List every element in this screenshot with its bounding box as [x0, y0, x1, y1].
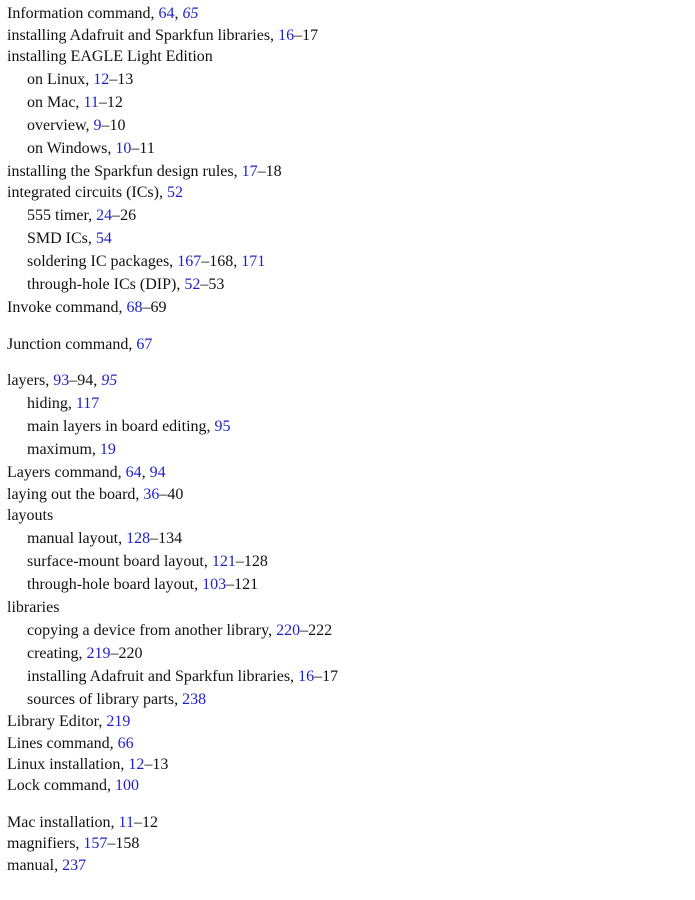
index-subentry	[27, 689, 206, 711]
entry-text: –40	[159, 486, 184, 503]
entry-text: Information command,	[7, 5, 159, 22]
index-entry	[7, 812, 158, 834]
index-subentry	[27, 393, 99, 415]
entry-text: libraries	[7, 599, 60, 616]
index-entry	[7, 3, 199, 25]
index-entry	[7, 833, 139, 855]
entry-text: installing Adafruit and Sparkfun libraries,	[7, 27, 279, 44]
entry-text: installing EAGLE Light Edition	[7, 48, 213, 65]
index-subentry	[27, 115, 126, 137]
entry-text: installing Adafruit and Sparkfun libraries,	[27, 668, 299, 685]
page-link[interactable]: 103	[202, 576, 227, 593]
entry-text: laying out the board,	[7, 486, 144, 503]
entry-text: installing the Sparkfun design rules,	[7, 163, 242, 180]
entry-text: –94,	[69, 372, 102, 389]
index-subentry	[27, 138, 155, 160]
entry-text: –13	[144, 756, 169, 773]
page-link[interactable]: 94	[149, 464, 166, 481]
entry-text: ,	[141, 464, 150, 481]
page-link[interactable]: 237	[62, 857, 87, 874]
index-entry	[7, 711, 130, 733]
entry-text: overview,	[27, 117, 94, 134]
index-entry	[7, 505, 53, 527]
entry-text: –10	[101, 117, 126, 134]
entry-text: ,	[174, 5, 183, 22]
index-entry	[7, 370, 117, 392]
entry-text: –128	[235, 553, 268, 570]
page-link[interactable]: 121	[211, 553, 236, 570]
entry-text: through-hole board layout,	[27, 576, 203, 593]
index-entry	[7, 484, 183, 506]
page-link[interactable]: 16	[298, 668, 315, 685]
index-entry	[7, 754, 168, 776]
page-link[interactable]: 10	[115, 140, 132, 157]
entry-text: layers,	[7, 372, 54, 389]
entry-text: –26	[112, 207, 137, 224]
index-entry	[7, 855, 86, 877]
entry-text: surface-mount board layout,	[27, 553, 212, 570]
entry-text: –12	[98, 94, 123, 111]
page-link[interactable]: 95	[101, 372, 118, 389]
page-link[interactable]: 157	[83, 835, 108, 852]
index-subentry	[27, 666, 338, 688]
entry-text: –13	[109, 71, 134, 88]
entry-text: –69	[142, 299, 167, 316]
entry-text: –158	[107, 835, 140, 852]
page-link[interactable]: 64	[158, 5, 175, 22]
page-link[interactable]: 52	[184, 276, 201, 293]
index-subentry	[27, 251, 265, 273]
index-entry	[7, 733, 134, 755]
entry-text: Linux installation,	[7, 756, 129, 773]
index-entry	[7, 297, 167, 319]
entry-text: Invoke command,	[7, 299, 127, 316]
page-link[interactable]: 95	[214, 418, 231, 435]
page-link[interactable]: 219	[86, 645, 111, 662]
page-link[interactable]: 66	[117, 735, 134, 752]
page-link[interactable]: 19	[99, 441, 116, 458]
index-entry	[7, 161, 282, 183]
page-link[interactable]: 24	[96, 207, 113, 224]
entry-text: copying a device from another library,	[27, 622, 277, 639]
page-link[interactable]: 65	[182, 5, 199, 22]
page-link[interactable]: 128	[126, 530, 151, 547]
entry-text: –12	[133, 814, 158, 831]
page-link[interactable]: 219	[106, 713, 131, 730]
index-subentry	[27, 205, 136, 227]
entry-text: Lines command,	[7, 735, 118, 752]
entry-text: Junction command,	[7, 336, 137, 353]
index-entry	[7, 597, 59, 619]
entry-text: maximum,	[27, 441, 100, 458]
page-link[interactable]: 64	[125, 464, 142, 481]
page-link[interactable]: 12	[93, 71, 110, 88]
page-link[interactable]: 16	[278, 27, 295, 44]
entry-text: manual,	[7, 857, 63, 874]
entry-text: magnifiers,	[7, 835, 84, 852]
entry-text: soldering IC packages,	[27, 253, 178, 270]
page-link[interactable]: 17	[241, 163, 258, 180]
index-subentry	[27, 643, 143, 665]
index-subentry	[27, 92, 123, 114]
entry-text: on Windows,	[27, 140, 116, 157]
page-link[interactable]: 52	[166, 184, 183, 201]
index-subentry	[27, 620, 332, 642]
entry-text: main layers in board editing,	[27, 418, 215, 435]
index-entry	[7, 25, 318, 47]
index-entry	[7, 46, 213, 68]
page-link[interactable]: 67	[136, 336, 153, 353]
entry-text: 555 timer,	[27, 207, 97, 224]
entry-text: on Linux,	[27, 71, 94, 88]
entry-text: manual layout,	[27, 530, 127, 547]
index-entry	[7, 334, 152, 356]
entry-text: creating,	[27, 645, 87, 662]
index-subentry	[27, 574, 258, 596]
entry-text: –53	[200, 276, 225, 293]
entry-text: –220	[110, 645, 143, 662]
entry-text: through-hole ICs (DIP),	[27, 276, 185, 293]
entry-text: –121	[226, 576, 259, 593]
entry-text: –222	[300, 622, 333, 639]
page-link[interactable]: 171	[241, 253, 266, 270]
entry-text: –18	[257, 163, 282, 180]
index-subentry	[27, 528, 182, 550]
index-subentry	[27, 69, 133, 91]
page-link[interactable]: 54	[95, 230, 112, 247]
entry-text: on Mac,	[27, 94, 84, 111]
entry-text: Layers command,	[7, 464, 126, 481]
entry-text: sources of library parts,	[27, 691, 183, 708]
page-link[interactable]: 68	[126, 299, 143, 316]
page-link[interactable]: 9	[93, 117, 102, 134]
page-link[interactable]: 167	[177, 253, 202, 270]
index-subentry	[27, 551, 268, 573]
page-link[interactable]: 238	[182, 691, 207, 708]
entry-text: –11	[131, 140, 155, 157]
entry-text: –168,	[201, 253, 242, 270]
page-link[interactable]: 93	[53, 372, 70, 389]
index-subentry	[27, 439, 116, 461]
index-entry	[7, 182, 183, 204]
entry-text: Lock command,	[7, 777, 115, 794]
page-link[interactable]: 100	[114, 777, 139, 794]
entry-text: –134	[150, 530, 183, 547]
index-subentry	[27, 228, 112, 250]
page-link[interactable]: 12	[128, 756, 145, 773]
index-entry	[7, 775, 139, 797]
page-link[interactable]: 36	[143, 486, 160, 503]
page-link[interactable]: 11	[118, 814, 134, 831]
page-link[interactable]: 117	[75, 395, 100, 412]
entry-text: –17	[314, 668, 339, 685]
entry-text: Mac installation,	[7, 814, 119, 831]
page-link[interactable]: 11	[83, 94, 99, 111]
index-subentry	[27, 274, 224, 296]
index-entry	[7, 462, 166, 484]
entry-text: integrated circuits (ICs),	[7, 184, 167, 201]
entry-text: layouts	[7, 507, 54, 524]
entry-text: –17	[294, 27, 319, 44]
entry-text: hiding,	[27, 395, 76, 412]
page-link[interactable]: 220	[276, 622, 301, 639]
index-subentry	[27, 416, 231, 438]
entry-text: SMD ICs,	[27, 230, 96, 247]
entry-text: Library Editor,	[7, 713, 107, 730]
